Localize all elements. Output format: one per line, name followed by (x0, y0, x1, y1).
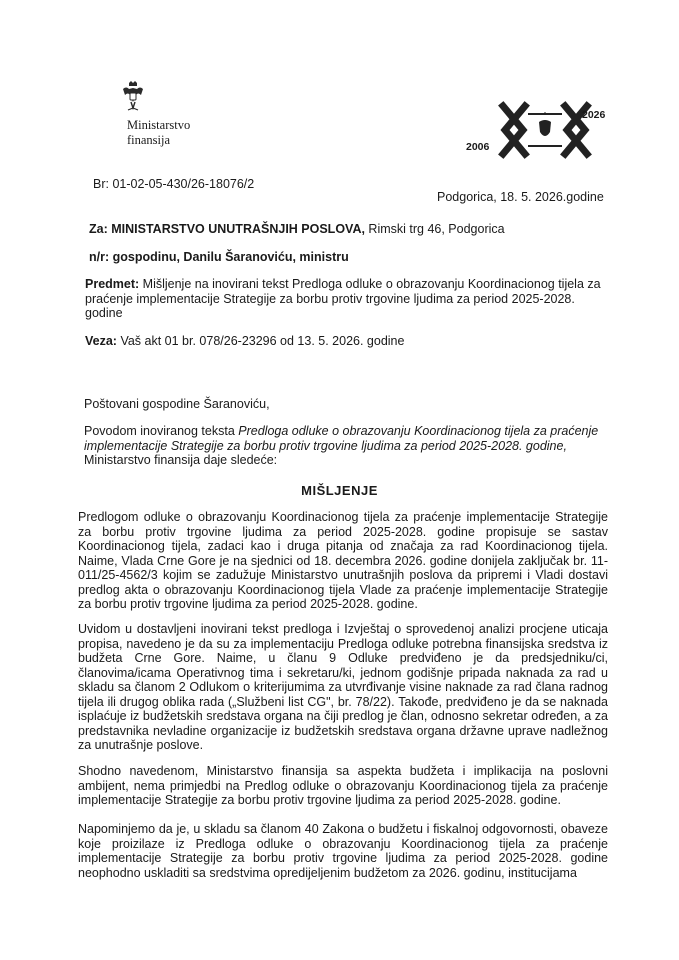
paragraph-3: Shodno navedenom, Ministarstvo finansija sa aspekta budžeta i implikacija na poslovni ambijent, nema primjedbi na Predlog odluke o obrazovanju Koordinacionog tijela za praćenje implementacije Strategije za borbu protiv trgovine ljudima za period 2025-2028. godine. (78, 764, 608, 807)
intro-pre: Povodom inoviranog teksta (84, 424, 239, 438)
attention-line: n/r: gospodinu, Danilu Šaranoviću, ministru (89, 250, 349, 264)
addressee-line (89, 222, 505, 237)
salutation: Poštovani gospodine Šaranoviću, (84, 397, 270, 411)
registration-number: Br: 01-02-05-430/26-18076/2 (93, 177, 255, 191)
paragraph-2: Uvidom u dostavljeni inovirani tekst predloga i Izvještaj o sprovedenoj analizi procjene uticaja propisa, navedeno je da su za implementaciju Predloga odluke potrebna finansijska sredstva iz budžeta Crne Gore. Naime, u članu 9 Odluke predviđeno je da predsjedniku/ci, članovima/icama Operativnog tima i sekretaru/ki, jednom godišnje pripada naknada za rad u skladu sa članom 2 Odlukom o kriterijumima za utvrđivanje visine naknade za rad člana radnog tijela ili drugog oblika rada („Službeni list CG", br. 78/22). Takođe, predviđeno je da se naknada isplaćuje iz budžetskih sredstava organa na čiji predlog je član, odnosno sekretar određen, a za predstavnika nevladine organizacije iz budžetskih sredstava organa državne uprave nadležnog za unutrašnje poslove. (78, 622, 608, 752)
subject-line (85, 277, 610, 321)
reference-text: Vaš akt 01 br. 078/26-23296 od 13. 5. 2026. godine (116, 334, 405, 348)
place-date: Podgorica, 18. 5. 2026.godine (437, 190, 604, 204)
addressee-address: Rimski trg 46, Podgorica (364, 222, 505, 236)
intro-italic: Predloga odluke o obrazovanju Koordinacionog tijela za praćenje implementacije Strategije za borbu protiv trgovine ljudima za period 2025-2028. godine, (84, 424, 599, 453)
paragraph-4: Napominjemo da je, u skladu sa članom 40 Zakona o budžetu i fiskalnoj odgovornosti, obaveze koje proizilaze iz Predloga odluke o obrazovanju Koordinacionog tijela za praćenje implementacije Strategije za borbu protiv trgovine ljudima za period 2025-2028. godine neophodno uskladiti sa sredstvima opredijeljenim budžetom za 2026. godinu, institucijama (78, 822, 608, 880)
intro-paragraph (84, 424, 610, 468)
intro-post: Ministarstvo finansija daje sledeće: (84, 453, 278, 467)
ministry-name (127, 118, 190, 148)
reference-line (85, 334, 404, 349)
addressee-org: MINISTARSTVO UNUTRAŠNJIH POSLOVA, (111, 222, 365, 236)
logo-year-start: 2006 (466, 141, 490, 153)
opinion-title: MIŠLJENJE (301, 483, 378, 498)
coat-of-arms-icon (120, 80, 146, 114)
anniversary-logo (495, 100, 595, 160)
addressee-label: Za: (89, 222, 108, 236)
paragraph-1: Predlogom odluke o obrazovanju Koordinacionog tijela za praćenje implementacije Strategije za borbu protiv trgovine ljudima za period 2025-2028. godine propisuje se sastav Koordinacionog tijela, zadaci kao i druga pitanja od značaja za rad Koordinacionog tijela. Naime, Vlada Crne Gore je na sjednici od 18. decembra 2026. godine donijela zaključak br. 11-011/25-4562/3 kojim se zadužuje Ministarstvo unutrašnjih poslova da pripremi i Vladi dostavi predlog akta o obrazovanju Koordinacionog tijela Vlade za praćenje implementacije Strategije za borbu protiv trgovine ljudima za period 2025-2028. godine. (78, 510, 608, 611)
subject-label: Predmet: (85, 277, 140, 291)
reference-label: Veza: (85, 334, 117, 348)
logo-year-end: 2026 (582, 109, 606, 121)
subject-text: Mišljenje na inovirani tekst Predloga odluke o obrazovanju Koordinacionog tijela za praćenje implementacije Strategije za borbu protiv trgovine ljudima za period 2025-2028. godine (85, 277, 601, 320)
ministry-name-line1: Ministarstvo (127, 118, 191, 132)
ministry-name-line2: finansija (127, 133, 171, 147)
